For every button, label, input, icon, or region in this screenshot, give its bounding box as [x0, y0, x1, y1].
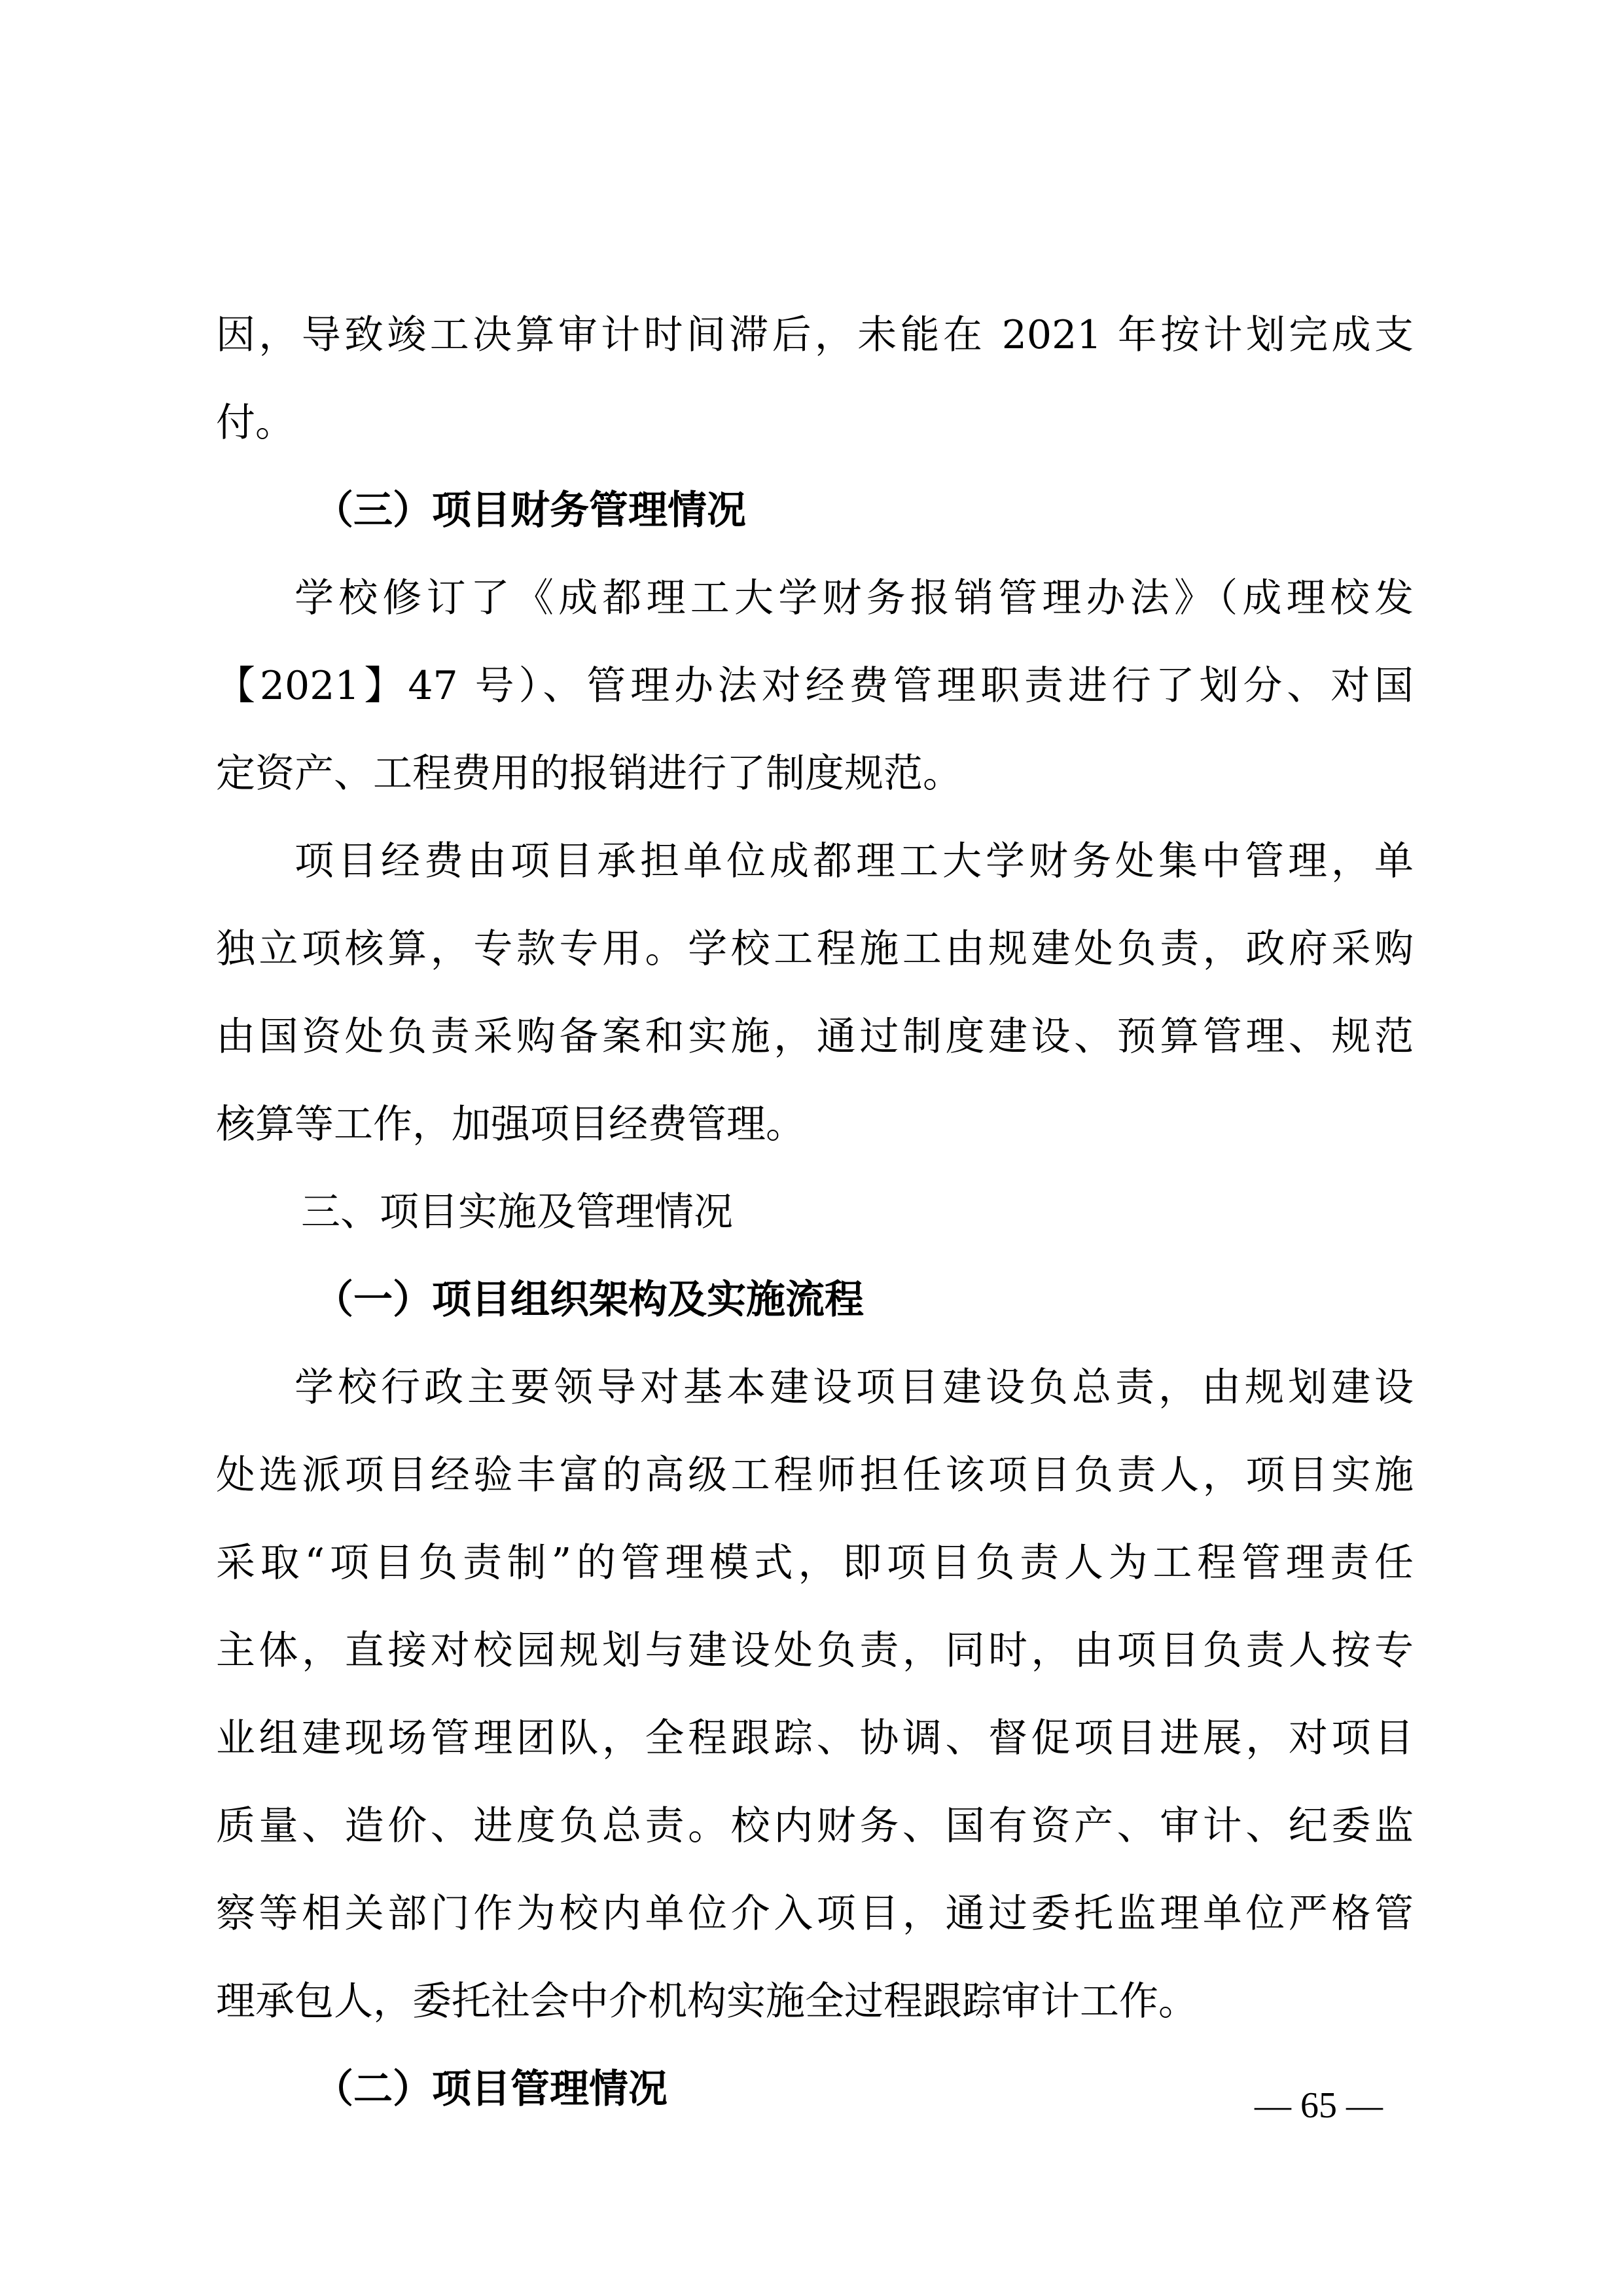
- body-line: 【2021】47 号）、管理办法对经费管理职责进行了划分、对国: [216, 663, 1414, 709]
- paragraph-first-line: 项目经费由项目承担单位成都理工大学财务处集中管理，单: [294, 838, 1414, 884]
- body-line: 业组建现场管理团队，全程跟踪、协调、督促项目进展，对项目: [216, 1715, 1414, 1761]
- paragraph-first-line: 学校修订了《成都理工大学财务报销管理办法》（成理校发: [294, 575, 1414, 621]
- section-heading: （三）项目财务管理情况: [314, 488, 746, 533]
- body-line: 质量、造价、进度负总责。校内财务、国有资产、审计、纪委监: [216, 1803, 1414, 1849]
- paragraph-first-line: 学校行政主要领导对基本建设项目建设负总责，由规划建设: [294, 1365, 1414, 1410]
- body-line: 因，导致竣工决算审计时间滞后，未能在 2021 年按计划完成支: [216, 312, 1414, 358]
- chapter-heading: 三、项目实施及管理情况: [301, 1189, 733, 1235]
- body-line: 理承包人，委托社会中介机构实施全过程跟踪审计工作。: [216, 1979, 1198, 2024]
- body-line: 核算等工作，加强项目经费管理。: [216, 1102, 805, 1147]
- body-line: 处选派项目经验丰富的高级工程师担任该项目负责人，项目实施: [216, 1452, 1414, 1498]
- page-number: — 65 —: [1255, 2085, 1383, 2126]
- document-body: [216, 291, 1414, 2133]
- body-line: 定资产、工程费用的报销进行了制度规范。: [216, 751, 962, 797]
- body-line: 采取“项目负责制”的管理模式，即项目负责人为工程管理责任: [216, 1540, 1414, 1586]
- section-heading: （二）项目管理情况: [314, 2066, 668, 2112]
- body-line: 由国资处负责采购备案和实施，通过制度建设、预算管理、规范: [216, 1014, 1414, 1060]
- body-line: 独立项核算，专款专用。学校工程施工由规建处负责，政府采购: [216, 926, 1414, 972]
- body-line: 察等相关部门作为校内单位介入项目，通过委托监理单位严格管: [216, 1891, 1414, 1937]
- body-line: 付。: [216, 400, 294, 446]
- section-heading: （一）项目组织架构及实施流程: [314, 1277, 864, 1323]
- body-line: 主体，直接对校园规划与建设处负责，同时，由项目负责人按专: [216, 1628, 1414, 1674]
